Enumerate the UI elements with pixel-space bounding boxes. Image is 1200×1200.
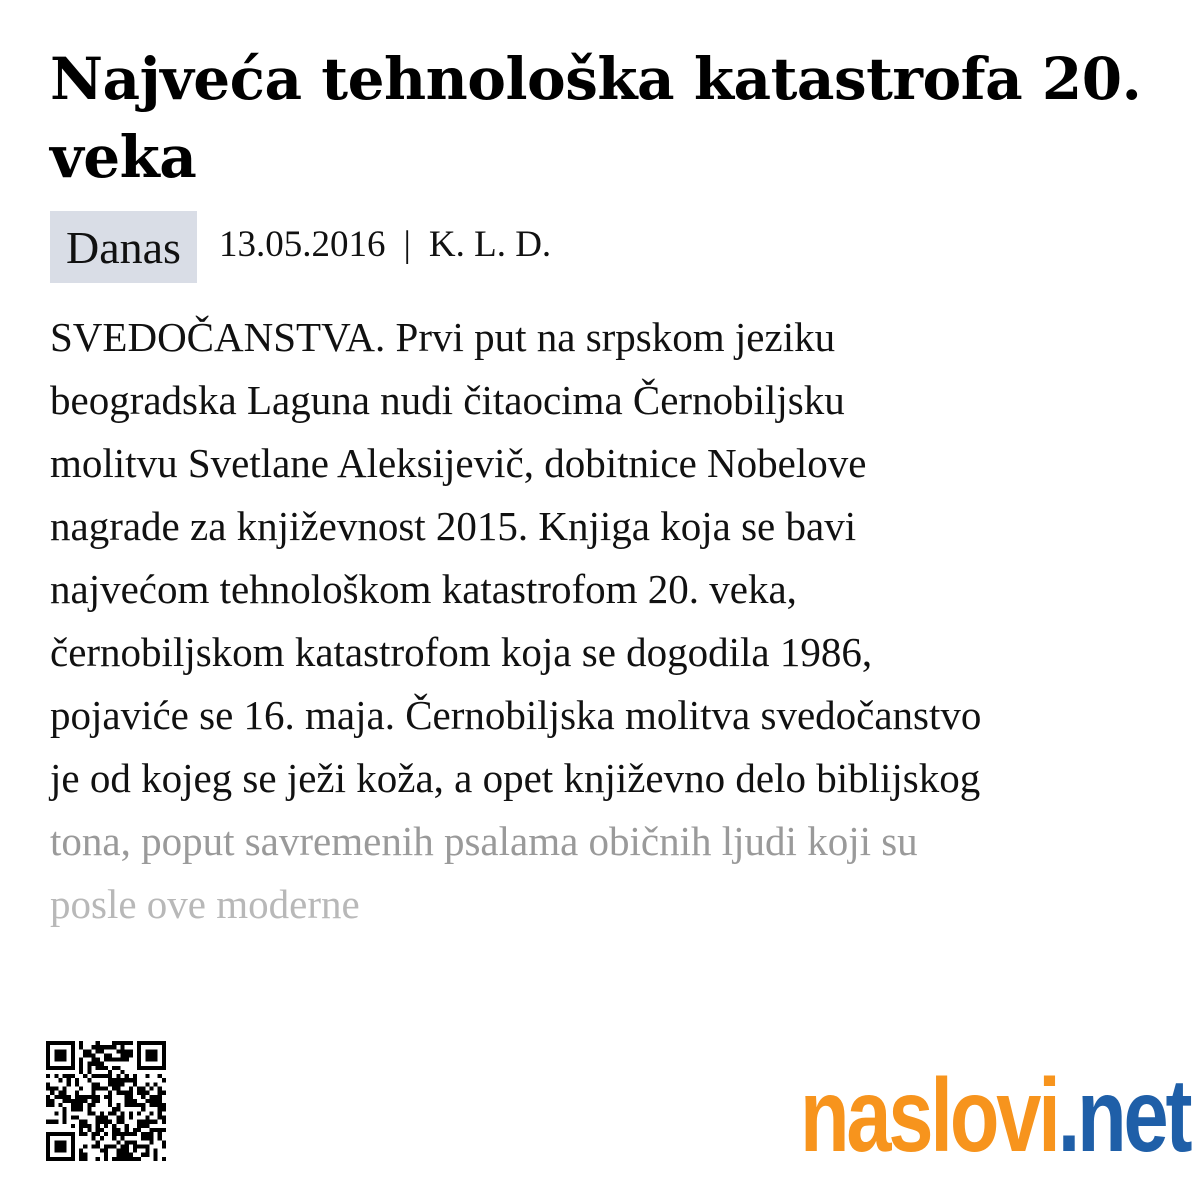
- body-line: černobiljskom katastrofom koja se dogodila 1986,: [50, 629, 873, 675]
- body-line: pojaviće se 16. maja. Černobiljska molitva svedočanstvo: [50, 692, 982, 738]
- source-badge[interactable]: Danas: [50, 211, 197, 283]
- article-title: Najveća tehnološka katastrofa 20. veka: [50, 45, 1142, 191]
- body-line: molitvu Svetlane Aleksijevič, dobitnice Nobelove: [50, 440, 867, 486]
- article-meta: [50, 211, 551, 283]
- body-line-faded: posle ove moderne: [50, 881, 360, 927]
- qr-code-icon[interactable]: [46, 1040, 166, 1162]
- logo-suffix-text: .net: [1057, 1058, 1190, 1174]
- meta-line: [219, 223, 551, 267]
- body-line: nagrade za književnost 2015. Knjiga koja se bavi: [50, 503, 857, 549]
- body-line: je od kojeg se ježi koža, a opet književno delo biblijskog: [50, 755, 981, 801]
- logo-main-text: naslovi: [800, 1058, 1058, 1174]
- body-line: beogradska Laguna nudi čitaocima Černobiljsku: [50, 377, 845, 423]
- body-line-faded: tona, poput savremenih psalama običnih ljudi koji su: [50, 818, 918, 864]
- meta-separator: |: [403, 224, 411, 265]
- naslovi-logo[interactable]: [800, 1058, 1190, 1174]
- article-date: 13.05.2016: [218, 224, 386, 265]
- body-line: SVEDOČANSTVA. Prvi put na srpskom jeziku: [50, 314, 836, 360]
- article-body: [50, 306, 1160, 936]
- article-author: K. L. D.: [428, 224, 552, 265]
- body-line: najvećom tehnološkom katastrofom 20. veka,: [50, 566, 797, 612]
